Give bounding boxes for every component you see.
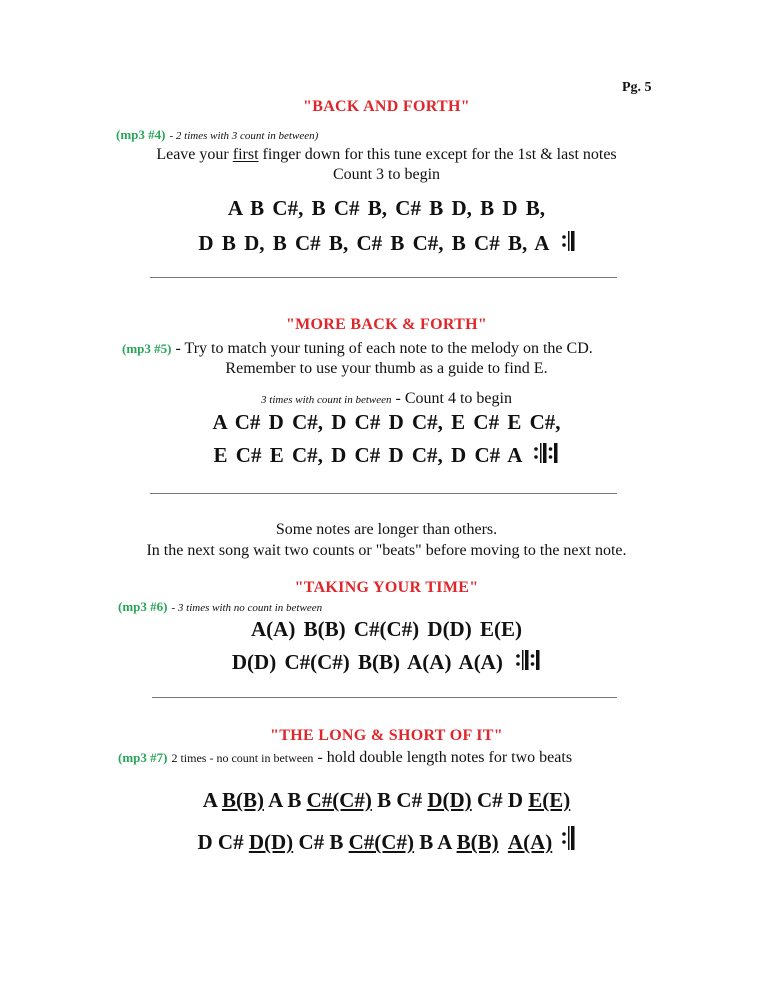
double-note: C#(C#) (306, 788, 372, 812)
mp3-instruction (122, 340, 593, 358)
mp3-note: - 2 times with 3 count in between) (169, 130, 319, 142)
notes-line-1: A B(B) A B C#(C#) B C# D(D) C# D E(E) (202, 788, 571, 812)
count-instruction: Count 3 to begin (332, 166, 441, 183)
notes-line-2: E C# E C#, D C# D C#, D C# A (0, 442, 773, 468)
song-title-back-and-forth: "BACK AND FORTH" (303, 98, 470, 115)
mp3-instruction (118, 749, 572, 767)
divider (150, 493, 617, 494)
intro-line-2: In the next song wait two counts or "beats" before moving to the next note. (146, 542, 627, 559)
double-note: D(D) (248, 830, 294, 854)
song-title-more-back-and-forth: "MORE BACK & FORTH" (285, 316, 488, 333)
double-note: D(D) (427, 788, 472, 812)
mp3-note-2: - hold double length notes for two beats (317, 749, 573, 766)
mp3-label: (mp3 #5) (122, 341, 172, 356)
instruction-line: Leave your first finger down for this tune except for the 1st & last notes (156, 146, 617, 163)
mp3-instruction (118, 598, 322, 616)
mp3-note: - 3 times with no count in between (171, 602, 323, 614)
repeat-sign-icon (533, 442, 559, 464)
divider (150, 277, 617, 278)
double-note: C#(C#) (348, 830, 414, 854)
emphasized-word: first (232, 146, 259, 163)
song-title-taking-your-time: "TAKING YOUR TIME" (294, 579, 479, 596)
mp3-label: (mp3 #7) (118, 750, 168, 765)
double-note: B(B) (456, 830, 499, 854)
double-note: A(A) (507, 830, 553, 854)
repeat-sign-icon (515, 649, 541, 671)
mp3-label: (mp3 #4) (116, 127, 166, 142)
double-note: E(E) (528, 788, 571, 812)
notes-line-1: A B C#, B C# B, C# B D, B D B, (227, 196, 546, 220)
mp3-instruction (116, 126, 318, 144)
mp3-label: (mp3 #6) (118, 599, 168, 614)
mp3-note: - Try to match your tuning of each note to the melody on the CD. (175, 340, 593, 357)
repeat-sign-icon (561, 230, 575, 252)
notes-line-2: D(D) C#(C#) B(B) A(A) A(A) (0, 649, 773, 675)
divider (152, 697, 617, 698)
notes-line-1: A C# D C#, D C# D C#, E C# E C#, (212, 410, 561, 434)
notes-line-2: D C# D(D) C# B C#(C#) B A B(B) A(A) (0, 825, 773, 855)
song-title-long-and-short: "THE LONG & SHORT OF IT" (270, 727, 503, 744)
count-instruction: 3 times with count in between - Count 4 to begin (261, 390, 512, 407)
notes-line-2: D B D, B C# B, C# B C#, B C# B, A (0, 230, 773, 256)
double-note: B(B) (221, 788, 264, 812)
notes-line-1: A(A) B(B) C#(C#) D(D) E(E) (251, 617, 522, 641)
repeat-sign-icon (561, 825, 575, 851)
instruction-line: Remember to use your thumb as a guide to find E. (225, 360, 548, 377)
intro-line-1: Some notes are longer than others. (275, 521, 498, 538)
page-number: Pg. 5 (622, 80, 652, 95)
mp3-note: 2 times - no count in between (171, 751, 314, 765)
